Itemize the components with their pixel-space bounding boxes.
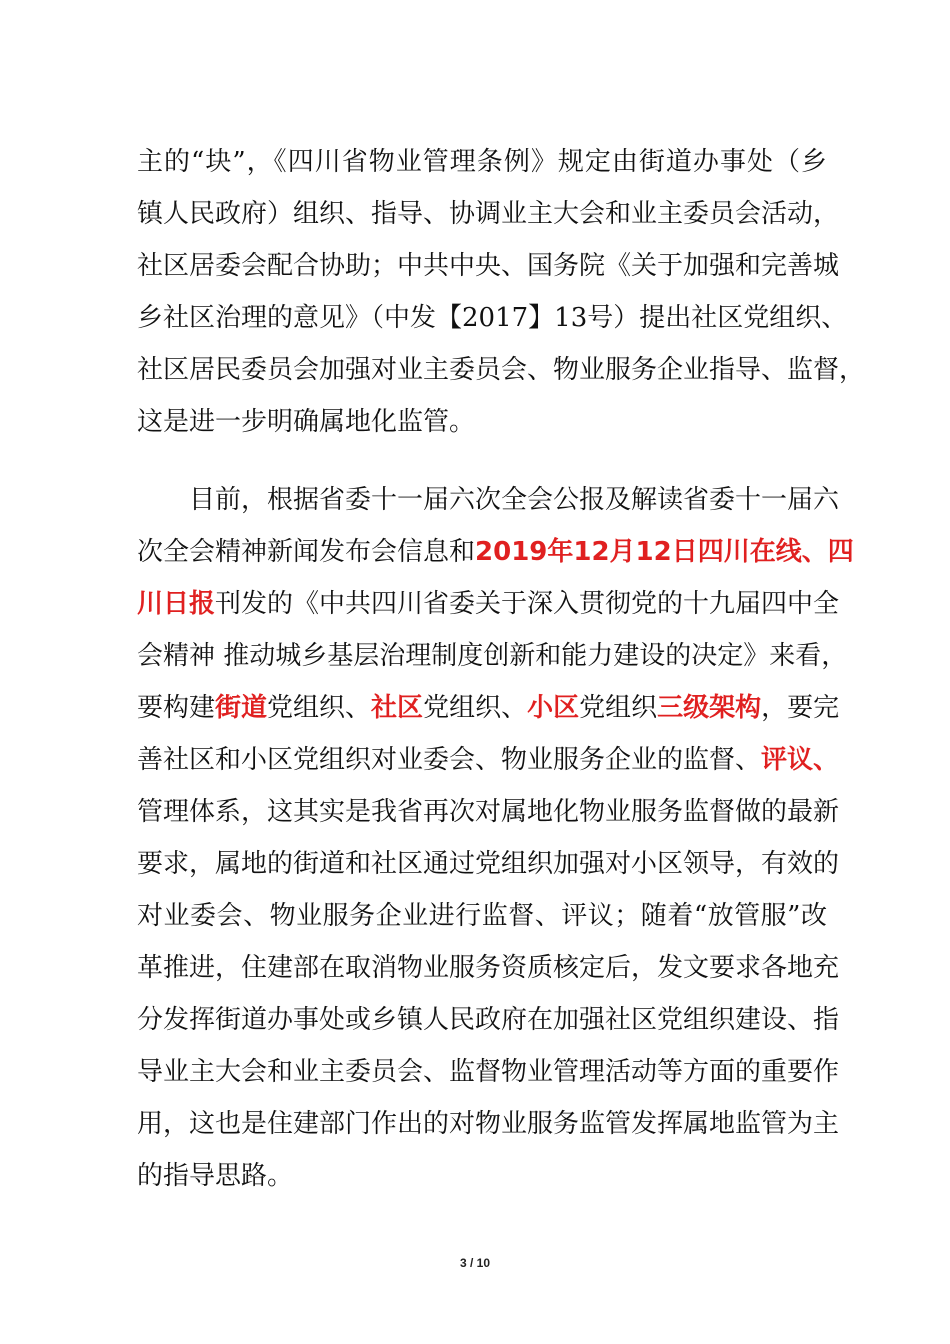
text-segment: 党组织 [579, 693, 658, 723]
paragraph-1-line-2: 镇人民政府）组织、指导、协调业主大会和业主委员会活动， [137, 199, 840, 229]
paragraph-2-line-11: 分发挥街道办事处或乡镇人民政府在加强社区党组织建设、指 [137, 1005, 840, 1035]
text-segment: 善社区和小区党组织对业委会、物业服务企业的监督、 [137, 745, 762, 775]
paragraph-2-line-5 [137, 682, 840, 734]
paragraph-2-line-12: 导业主大会和业主委员会、监督物业管理活动等方面的重要作 [137, 1057, 840, 1087]
text-segment: ，要完 [761, 693, 840, 723]
paragraph-1-line-6: 这是进一步明确属地化监管。 [137, 407, 476, 437]
paragraph-2-line-6 [137, 734, 840, 786]
text-segment: 要构建 [137, 693, 216, 723]
paragraph-2-line-1: 目前，根据省委十一届六次全会公报及解读省委十一届六 [189, 485, 840, 515]
highlight-neighborhood: 小区 [527, 693, 580, 723]
paragraph-2-line-9: 对业委会、物业服务企业进行监督、评议；随着“放管服”改 [137, 901, 827, 931]
paragraph-2-line-14: 的指导思路。 [137, 1161, 294, 1191]
highlight-source: 川日报 [137, 589, 216, 619]
paragraph-2-line-7: 管理体系，这其实是我省再次对属地化物业服务监督做的最新 [137, 797, 840, 827]
highlight-street: 街道 [215, 693, 268, 723]
page-number: 3 / 10 [459, 1256, 491, 1270]
text-segment: 党组织、 [267, 693, 372, 723]
text-segment: 党组织、 [423, 693, 528, 723]
paragraph-1-line-3: 社区居委会配合协助；中共中央、国务院《关于加强和完善城 [137, 251, 840, 281]
paragraph-1-line-1: 主的“块”，《四川省物业管理条例》规定由街道办事处（乡 [137, 147, 827, 177]
text-segment: 次全会精神新闻发布会信息和 [137, 537, 476, 567]
paragraph-2-line-3 [137, 578, 840, 630]
highlight-date-source: 2019年12月12日四川在线、四 [475, 537, 854, 567]
highlight-evaluation: 评议、 [761, 745, 840, 775]
paragraph-2-line-10: 革推进，住建部在取消物业服务资质核定后，发文要求各地充 [137, 953, 840, 983]
paragraph-2-line-13: 用，这也是住建部门作出的对物业服务监管发挥属地监管为主 [137, 1109, 840, 1139]
highlight-three-level: 三级架构 [657, 693, 762, 723]
paragraph-1-line-5: 社区居民委员会加强对业主委员会、物业服务企业指导、监督， [137, 355, 866, 385]
paragraph-2-line-2 [137, 526, 854, 578]
text-segment: 刊发的《中共四川省委关于深入贯彻党的十九届四中全 [215, 589, 840, 619]
paragraph-2-line-8: 要求，属地的街道和社区通过党组织加强对小区领导，有效的 [137, 849, 840, 879]
paragraph-1-line-4: 乡社区治理的意见》（中发【2017】13号）提出社区党组织、 [137, 303, 848, 333]
paragraph-2-line-4: 会精神 推动城乡基层治理制度创新和能力建设的决定》来看， [137, 641, 848, 671]
highlight-community: 社区 [371, 693, 424, 723]
